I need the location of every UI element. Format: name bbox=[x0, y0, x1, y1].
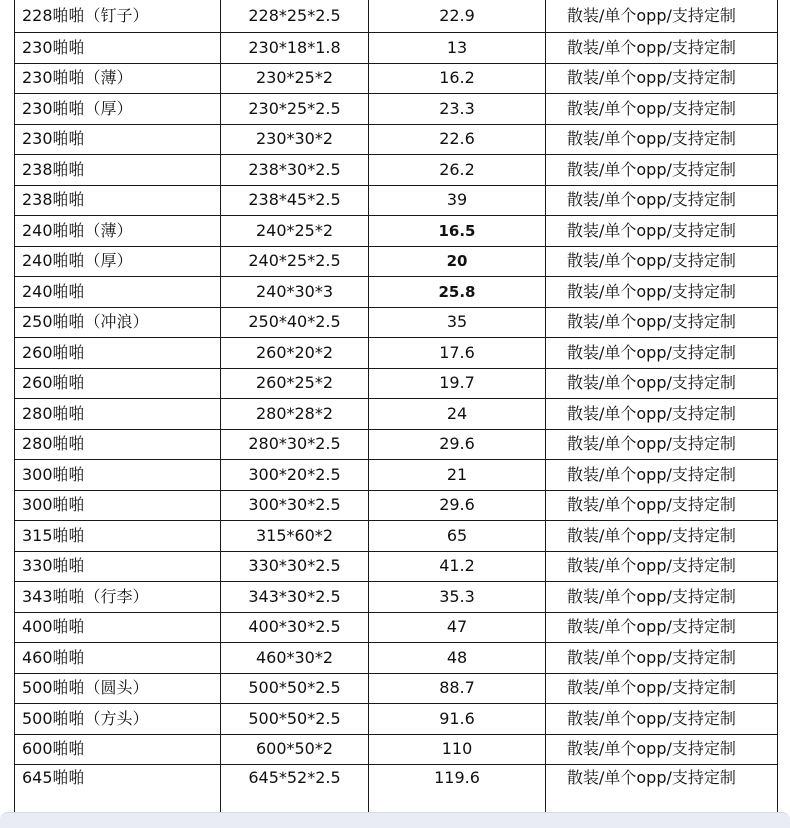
size-cell: 228*25*2.5 bbox=[221, 0, 369, 33]
table-row bbox=[15, 94, 778, 125]
table-row bbox=[15, 307, 778, 338]
size-cell: 315*60*2 bbox=[221, 521, 369, 552]
packaging-cell: 散装/单个opp/支持定制 bbox=[546, 734, 778, 765]
weight-cell: 29.6 bbox=[369, 490, 546, 521]
weight-cell: 22.6 bbox=[369, 124, 546, 155]
table-row bbox=[15, 734, 778, 765]
packaging-cell: 散装/单个opp/支持定制 bbox=[546, 155, 778, 186]
size-cell: 240*25*2 bbox=[221, 216, 369, 247]
product-name-cell: 343啪啪（行李） bbox=[15, 582, 221, 613]
weight-cell: 22.9 bbox=[369, 0, 546, 33]
packaging-cell: 散装/单个opp/支持定制 bbox=[546, 551, 778, 582]
packaging-cell: 散装/单个opp/支持定制 bbox=[546, 612, 778, 643]
weight-cell: 26.2 bbox=[369, 155, 546, 186]
packaging-cell: 散装/单个opp/支持定制 bbox=[546, 765, 778, 816]
table-row bbox=[15, 277, 778, 308]
weight-cell: 88.7 bbox=[369, 673, 546, 704]
table-row bbox=[15, 582, 778, 613]
table-row bbox=[15, 338, 778, 369]
weight-cell: 25.8 bbox=[369, 277, 546, 308]
product-name-cell: 238啪啪 bbox=[15, 185, 221, 216]
weight-cell: 39 bbox=[369, 185, 546, 216]
product-name-cell: 500啪啪（方头） bbox=[15, 704, 221, 735]
table-row bbox=[15, 765, 778, 816]
weight-cell: 41.2 bbox=[369, 551, 546, 582]
table-row bbox=[15, 246, 778, 277]
size-cell: 460*30*2 bbox=[221, 643, 369, 674]
product-name-cell: 230啪啪（薄） bbox=[15, 63, 221, 94]
weight-cell: 16.5 bbox=[369, 216, 546, 247]
weight-cell: 20 bbox=[369, 246, 546, 277]
size-cell: 230*25*2 bbox=[221, 63, 369, 94]
packaging-cell: 散装/单个opp/支持定制 bbox=[546, 124, 778, 155]
weight-cell: 13 bbox=[369, 33, 546, 64]
weight-cell: 35 bbox=[369, 307, 546, 338]
product-name-cell: 260啪啪 bbox=[15, 338, 221, 369]
table-row bbox=[15, 63, 778, 94]
packaging-cell: 散装/单个opp/支持定制 bbox=[546, 460, 778, 491]
table-row bbox=[15, 368, 778, 399]
product-name-cell: 330啪啪 bbox=[15, 551, 221, 582]
bottom-panel-edge bbox=[0, 812, 790, 828]
table-row bbox=[15, 185, 778, 216]
size-cell: 238*45*2.5 bbox=[221, 185, 369, 216]
product-name-cell: 230啪啪 bbox=[15, 33, 221, 64]
table-row bbox=[15, 429, 778, 460]
product-name-cell: 600啪啪 bbox=[15, 734, 221, 765]
table-row bbox=[15, 704, 778, 735]
product-name-cell: 230啪啪 bbox=[15, 124, 221, 155]
packaging-cell: 散装/单个opp/支持定制 bbox=[546, 368, 778, 399]
product-name-cell: 400啪啪 bbox=[15, 612, 221, 643]
product-name-cell: 645啪啪 bbox=[15, 765, 221, 816]
table-row bbox=[15, 33, 778, 64]
size-cell: 400*30*2.5 bbox=[221, 612, 369, 643]
weight-cell: 23.3 bbox=[369, 94, 546, 125]
product-name-cell: 230啪啪（厚） bbox=[15, 94, 221, 125]
weight-cell: 110 bbox=[369, 734, 546, 765]
packaging-cell: 散装/单个opp/支持定制 bbox=[546, 399, 778, 430]
weight-cell: 47 bbox=[369, 612, 546, 643]
product-name-cell: 460啪啪 bbox=[15, 643, 221, 674]
size-cell: 230*25*2.5 bbox=[221, 94, 369, 125]
product-name-cell: 228啪啪（钉子） bbox=[15, 0, 221, 33]
packaging-cell: 散装/单个opp/支持定制 bbox=[546, 277, 778, 308]
packaging-cell: 散装/单个opp/支持定制 bbox=[546, 490, 778, 521]
product-name-cell: 238啪啪 bbox=[15, 155, 221, 186]
product-name-cell: 240啪啪（厚） bbox=[15, 246, 221, 277]
product-name-cell: 500啪啪（圆头） bbox=[15, 673, 221, 704]
size-cell: 500*50*2.5 bbox=[221, 704, 369, 735]
table-row bbox=[15, 490, 778, 521]
packaging-cell: 散装/单个opp/支持定制 bbox=[546, 216, 778, 247]
size-cell: 260*25*2 bbox=[221, 368, 369, 399]
table-row bbox=[15, 460, 778, 491]
packaging-cell: 散装/单个opp/支持定制 bbox=[546, 185, 778, 216]
size-cell: 300*30*2.5 bbox=[221, 490, 369, 521]
size-cell: 240*25*2.5 bbox=[221, 246, 369, 277]
size-cell: 280*30*2.5 bbox=[221, 429, 369, 460]
size-cell: 230*18*1.8 bbox=[221, 33, 369, 64]
packaging-cell: 散装/单个opp/支持定制 bbox=[546, 33, 778, 64]
packaging-cell: 散装/单个opp/支持定制 bbox=[546, 673, 778, 704]
table-row bbox=[15, 551, 778, 582]
product-name-cell: 300啪啪 bbox=[15, 490, 221, 521]
product-name-cell: 280啪啪 bbox=[15, 399, 221, 430]
product-name-cell: 315啪啪 bbox=[15, 521, 221, 552]
packaging-cell: 散装/单个opp/支持定制 bbox=[546, 0, 778, 33]
weight-cell: 35.3 bbox=[369, 582, 546, 613]
weight-cell: 17.6 bbox=[369, 338, 546, 369]
weight-cell: 65 bbox=[369, 521, 546, 552]
packaging-cell: 散装/单个opp/支持定制 bbox=[546, 429, 778, 460]
weight-cell: 48 bbox=[369, 643, 546, 674]
table-row bbox=[15, 673, 778, 704]
size-cell: 330*30*2.5 bbox=[221, 551, 369, 582]
table-row bbox=[15, 216, 778, 247]
size-cell: 250*40*2.5 bbox=[221, 307, 369, 338]
weight-cell: 16.2 bbox=[369, 63, 546, 94]
weight-cell: 29.6 bbox=[369, 429, 546, 460]
product-name-cell: 240啪啪（薄） bbox=[15, 216, 221, 247]
size-cell: 300*20*2.5 bbox=[221, 460, 369, 491]
table-row bbox=[15, 0, 778, 33]
packaging-cell: 散装/单个opp/支持定制 bbox=[546, 704, 778, 735]
size-cell: 600*50*2 bbox=[221, 734, 369, 765]
table-row bbox=[15, 124, 778, 155]
packaging-cell: 散装/单个opp/支持定制 bbox=[546, 338, 778, 369]
size-cell: 238*30*2.5 bbox=[221, 155, 369, 186]
weight-cell: 19.7 bbox=[369, 368, 546, 399]
weight-cell: 119.6 bbox=[369, 765, 546, 816]
size-cell: 280*28*2 bbox=[221, 399, 369, 430]
product-name-cell: 300啪啪 bbox=[15, 460, 221, 491]
table-row bbox=[15, 399, 778, 430]
product-name-cell: 250啪啪（冲浪） bbox=[15, 307, 221, 338]
weight-cell: 21 bbox=[369, 460, 546, 491]
size-cell: 645*52*2.5 bbox=[221, 765, 369, 816]
packaging-cell: 散装/单个opp/支持定制 bbox=[546, 94, 778, 125]
size-cell: 343*30*2.5 bbox=[221, 582, 369, 613]
size-cell: 500*50*2.5 bbox=[221, 673, 369, 704]
product-spec-table-container bbox=[14, 0, 777, 816]
table-row bbox=[15, 612, 778, 643]
packaging-cell: 散装/单个opp/支持定制 bbox=[546, 643, 778, 674]
product-name-cell: 260啪啪 bbox=[15, 368, 221, 399]
table-row bbox=[15, 643, 778, 674]
size-cell: 230*30*2 bbox=[221, 124, 369, 155]
packaging-cell: 散装/单个opp/支持定制 bbox=[546, 582, 778, 613]
product-name-cell: 280啪啪 bbox=[15, 429, 221, 460]
size-cell: 260*20*2 bbox=[221, 338, 369, 369]
packaging-cell: 散装/单个opp/支持定制 bbox=[546, 521, 778, 552]
product-name-cell: 240啪啪 bbox=[15, 277, 221, 308]
product-spec-table bbox=[14, 0, 778, 816]
packaging-cell: 散装/单个opp/支持定制 bbox=[546, 246, 778, 277]
weight-cell: 24 bbox=[369, 399, 546, 430]
packaging-cell: 散装/单个opp/支持定制 bbox=[546, 307, 778, 338]
weight-cell: 91.6 bbox=[369, 704, 546, 735]
table-row bbox=[15, 155, 778, 186]
table-row bbox=[15, 521, 778, 552]
packaging-cell: 散装/单个opp/支持定制 bbox=[546, 63, 778, 94]
size-cell: 240*30*3 bbox=[221, 277, 369, 308]
